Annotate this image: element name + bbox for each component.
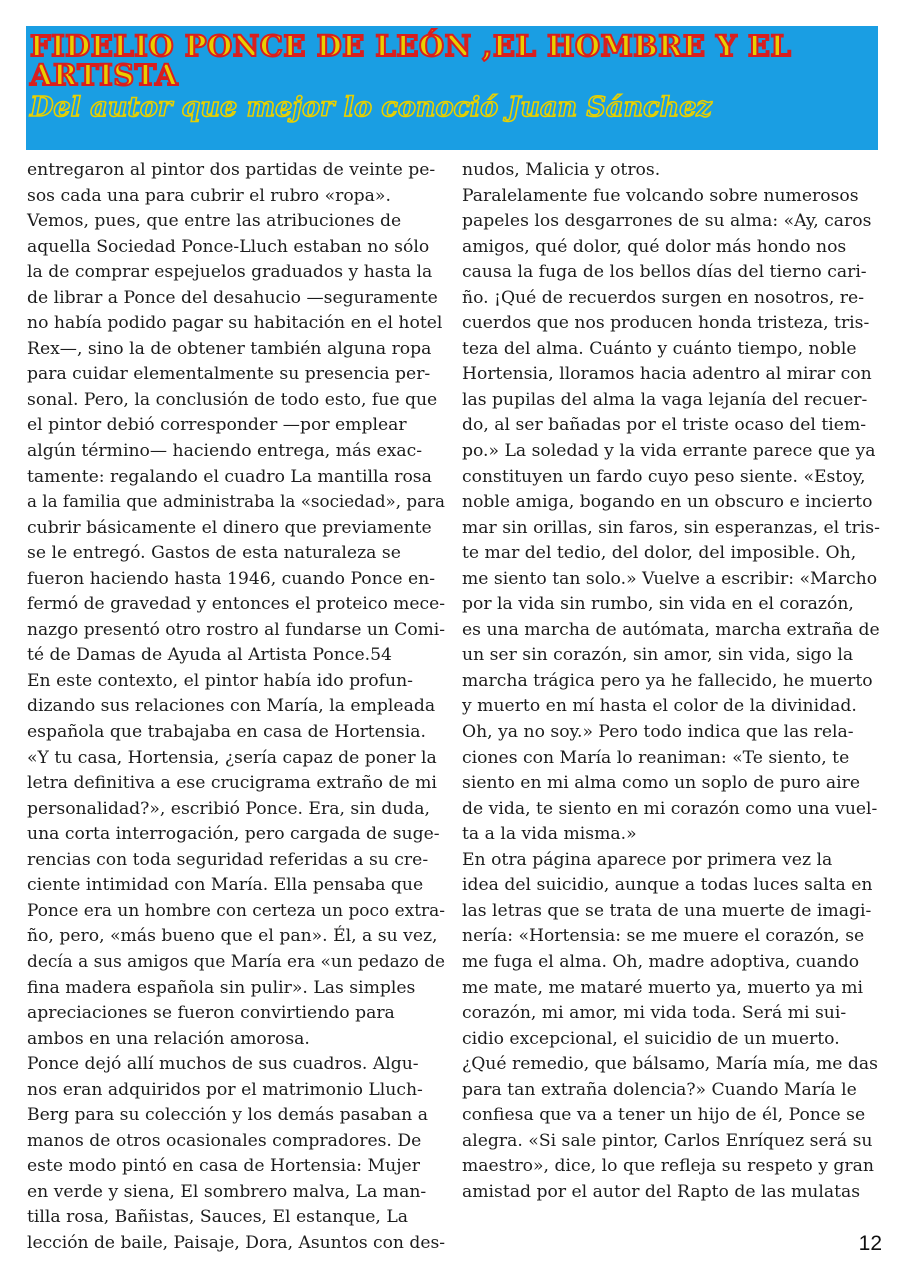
- text-line: tilla rosa, Bañistas, Sauces, El estanque, La: [27, 1207, 409, 1228]
- text-line: decía a sus amigos que María era «un pedazo de: [27, 951, 445, 972]
- text-line: confiesa que va a tener un hijo de él, Ponce se: [462, 1105, 866, 1126]
- text-line: tamente: regalando el cuadro La mantilla rosa: [27, 466, 432, 487]
- text-line: cuerdos que nos producen honda tristeza, tris-: [462, 313, 870, 334]
- text-line: nazgo presentó otro rostro al fundarse un Comi-: [27, 619, 445, 640]
- page-number: 12: [858, 1232, 882, 1255]
- text-line: Vemos, pues, que entre las atribuciones de: [27, 211, 402, 232]
- text-line: fueron haciendo hasta 1946, cuando Ponce en-: [27, 568, 436, 589]
- text-line: alegra. «Si sale pintor, Carlos Enríquez será su: [462, 1130, 873, 1151]
- text-line: rencias con toda seguridad referidas a su cre-: [27, 849, 429, 870]
- text-line: dizando sus relaciones con María, la empleada: [27, 696, 436, 717]
- text-line: amigos, qué dolor, qué dolor más hondo nos: [462, 236, 847, 257]
- text-line: no había podido pagar su habitación en el hotel: [27, 313, 443, 334]
- text-line: ño. ¡Qué de recuerdos surgen en nosotros, re-: [462, 287, 865, 308]
- text-line: maestro», dice, lo que refleja su respeto y gran: [462, 1156, 874, 1177]
- text-line: do, al ser bañadas por el triste ocaso del tiem-: [462, 415, 867, 436]
- text-line: po.» La soledad y la vida errante parece que ya: [462, 441, 876, 462]
- text-line: entregaron al pintor dos partidas de veinte pe-: [27, 160, 436, 180]
- left-text-column: [27, 158, 445, 1257]
- text-line: cidio excepcional, el suicidio de un muerto.: [462, 1028, 840, 1049]
- text-line: constituyen un fardo cuyo peso siente. «Estoy,: [462, 466, 866, 487]
- text-line: Paralelamente fue volcando sobre numerosos: [462, 185, 859, 206]
- text-line: por la vida sin rumbo, sin vida en el corazón,: [462, 594, 854, 615]
- text-line: Ponce era un hombre con certeza un poco extra-: [27, 900, 445, 921]
- text-line: me siento tan solo.» Vuelve a escribir: «Marcho: [462, 568, 878, 589]
- text-line: papeles los desgarrones de su alma: «Ay, caros: [462, 211, 872, 232]
- text-line: ta a la vida misma.»: [462, 824, 637, 845]
- text-line: una corta interrogación, pero cargada de suge-: [27, 824, 440, 845]
- text-line: En este contexto, el pintor había ido profun-: [27, 670, 413, 691]
- text-line: fermó de gravedad y entonces el proteico mece-: [27, 594, 445, 615]
- text-line: manos de otros ocasionales compradores. De: [27, 1130, 422, 1151]
- text-line: ciones con María lo reaniman: «Te siento, te: [462, 747, 850, 768]
- text-line: española que trabajaba en casa de Hortensia.: [27, 722, 426, 743]
- text-line: En otra página aparece por primera vez la: [462, 849, 833, 870]
- text-line: sos cada una para cubrir el rubro «ropa».: [27, 185, 391, 206]
- text-line: en verde y siena, El sombrero malva, La man-: [27, 1181, 427, 1202]
- text-line: a la familia que administraba la «sociedad», para: [27, 492, 445, 513]
- text-line: el pintor debió corresponder —por emplear: [27, 415, 407, 436]
- text-line: la de comprar espejuelos graduados y hasta la: [27, 262, 433, 283]
- text-line: siento en mi alma como un soplo de puro aire: [462, 773, 861, 794]
- text-line: Rex—, sino la de obtener también alguna ropa: [27, 338, 432, 359]
- text-line: té de Damas de Ayuda al Artista Ponce.54: [27, 645, 392, 666]
- text-line: sonal. Pero, la conclusión de todo esto, fue que: [27, 389, 438, 410]
- text-line: se le entregó. Gastos de esta naturaleza se: [27, 543, 401, 564]
- text-line: cubrir básicamente el dinero que previamente: [27, 517, 432, 538]
- text-line: un ser sin corazón, sin amor, sin vida, sigo la: [462, 645, 854, 666]
- text-line: nos eran adquiridos por el matrimonio Lluch-: [27, 1079, 423, 1100]
- text-line: noble amiga, bogando en un obscuro e incierto: [462, 492, 873, 513]
- text-line: apreciaciones se fueron convirtiendo para: [27, 1003, 395, 1024]
- text-line: de vida, te siento en mi corazón como una vuel-: [462, 798, 878, 819]
- text-line: nería: «Hortensia: se me muere el corazón, se: [462, 926, 865, 947]
- text-line: Ponce dejó allí muchos de sus cuadros. Algu-: [27, 1054, 419, 1075]
- text-line: para cuidar elementalmente su presencia per-: [27, 364, 431, 385]
- text-line: me mate, me mataré muerto ya, muerto ya mi: [462, 977, 864, 998]
- article-title: FIDELIO PONCE DE LEÓN ,EL HOMBRE Y EL ARTISTA: [30, 29, 792, 92]
- text-line: es una marcha de autómata, marcha extraña de: [462, 619, 880, 640]
- article-subtitle: Del autor que mejor lo conoció Juan Sánchez: [30, 92, 712, 123]
- text-line: idea del suicidio, aunque a todas luces salta en: [462, 875, 873, 896]
- text-line: aquella Sociedad Ponce-Lluch estaban no sólo: [27, 236, 430, 257]
- text-line: te mar del tedio, del dolor, del imposible. Oh,: [462, 543, 857, 564]
- text-line: Oh, ya no soy.» Pero todo indica que las rela-: [462, 722, 854, 743]
- text-line: Hortensia, lloramos hacia adentro al mirar con: [462, 364, 872, 385]
- right-text-column: [462, 158, 880, 1205]
- text-line: marcha trágica pero ya he fallecido, he muerto: [462, 670, 873, 691]
- text-line: amistad por el autor del Rapto de las mulatas: [462, 1181, 861, 1202]
- text-line: corazón, mi amor, mi vida toda. Será mi sui-: [462, 1003, 847, 1024]
- text-line: para tan extraña dolencia?» Cuando María le: [462, 1079, 857, 1100]
- text-line: teza del alma. Cuánto y cuánto tiempo, noble: [462, 338, 857, 359]
- text-line: «Y tu casa, Hortensia, ¿sería capaz de poner la: [27, 747, 437, 768]
- text-line: este modo pintó en casa de Hortensia: Mujer: [27, 1156, 420, 1177]
- text-line: me fuga el alma. Oh, madre adoptiva, cuando: [462, 951, 860, 972]
- text-line: y muerto en mí hasta el color de la divinidad.: [462, 696, 857, 717]
- text-line: fina madera española sin pulir». Las simples: [27, 977, 416, 998]
- text-line: las letras que se trata de una muerte de imagi-: [462, 900, 872, 921]
- text-line: personalidad?», escribió Ponce. Era, sin duda,: [27, 798, 430, 819]
- text-line: las pupilas del alma la vaga lejanía del recuer-: [462, 389, 868, 410]
- text-line: ¿Qué remedio, que bálsamo, María mía, me das: [462, 1054, 878, 1075]
- text-line: lección de baile, Paisaje, Dora, Asuntos con des-: [27, 1232, 445, 1253]
- text-line: mar sin orillas, sin faros, sin esperanzas, el tris-: [462, 517, 880, 538]
- text-line: ciente intimidad con María. Ella pensaba que: [27, 875, 424, 896]
- text-line: causa la fuga de los bellos días del tierno cari-: [462, 262, 867, 283]
- text-line: de librar a Ponce del desahucio —seguramente: [27, 287, 438, 308]
- text-line: Berg para su colección y los demás pasaban a: [27, 1105, 428, 1126]
- text-line: ambos en una relación amorosa.: [27, 1028, 310, 1049]
- text-line: algún término— haciendo entrega, más exac-: [27, 441, 423, 462]
- text-line: nudos, Malicia y otros.: [462, 160, 661, 180]
- text-line: ño, pero, «más bueno que el pan». Él, a su vez,: [27, 926, 438, 947]
- article-header: [26, 26, 878, 150]
- text-line: letra definitiva a ese crucigrama extraño de mi: [27, 773, 437, 794]
